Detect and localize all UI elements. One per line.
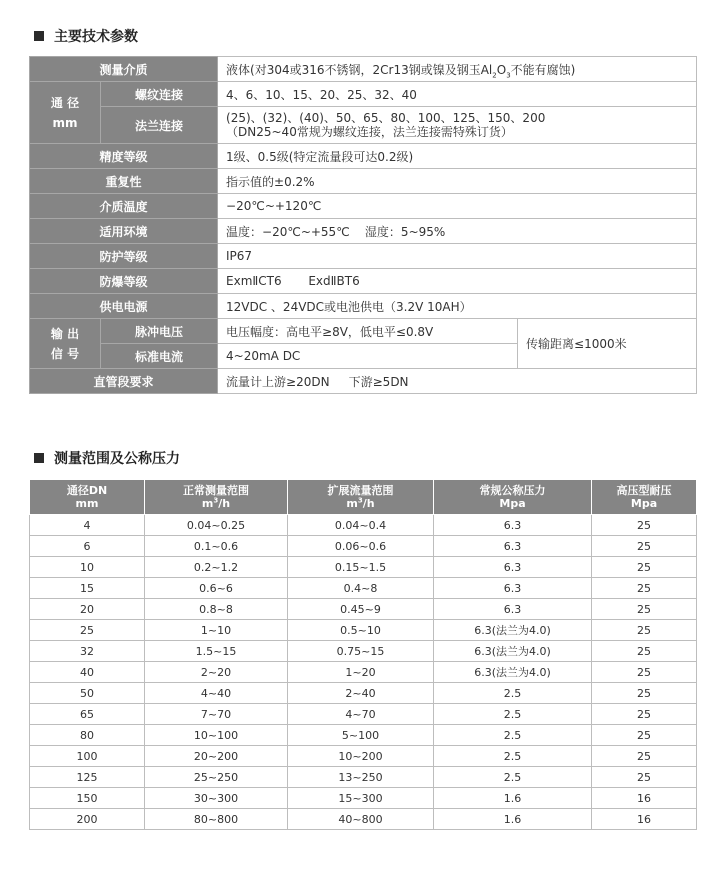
label-output: 输 出 信 号 — [30, 319, 101, 369]
cell-nominal-pressure: 6.3(法兰为4.0) — [434, 620, 592, 641]
section-title-specs — [34, 26, 138, 46]
cell-nominal-pressure: 6.3 — [434, 578, 592, 599]
value-current: 4~20mA DC — [218, 344, 518, 369]
cell-high-pressure: 25 — [592, 557, 697, 578]
table-row — [30, 641, 697, 662]
cell-high-pressure: 25 — [592, 641, 697, 662]
label-environment: 适用环境 — [30, 219, 218, 244]
label-straight-pipe: 直管段要求 — [30, 369, 218, 394]
cell-nominal-pressure: 6.3(法兰为4.0) — [434, 662, 592, 683]
cell-extended-range: 4~70 — [288, 704, 434, 725]
cell-normal-range: 7~70 — [145, 704, 288, 725]
cell-nominal-pressure: 2.5 — [434, 767, 592, 788]
label-thread: 螺纹连接 — [101, 82, 218, 107]
header-dn: 通径DN mm — [30, 480, 145, 515]
cell-extended-range: 40~800 — [288, 809, 434, 830]
value-environment: 温度：−20℃~+55℃ 湿度：5~95% — [218, 219, 697, 244]
value-protection: IP67 — [218, 244, 697, 269]
range-table — [29, 479, 697, 830]
table-row — [30, 599, 697, 620]
label-protection: 防护等级 — [30, 244, 218, 269]
cell-extended-range: 2~40 — [288, 683, 434, 704]
table-row — [30, 746, 697, 767]
value-medium: 液体(对304或316不锈钢，2Cr13钢或镍及钢玉$Al_2O_3$不能有腐蚀) — [218, 57, 697, 82]
cell-nominal-pressure: 6.3 — [434, 599, 592, 620]
label-repeatability: 重复性 — [30, 169, 218, 194]
cell-high-pressure: 16 — [592, 809, 697, 830]
value-straight-pipe: 流量计上游≥20DN 下游≥5DN — [218, 369, 697, 394]
cell-normal-range: 80~800 — [145, 809, 288, 830]
cell-dn: 40 — [30, 662, 145, 683]
label-power: 供电电源 — [30, 294, 218, 319]
table-row — [30, 725, 697, 746]
section-title-range — [34, 448, 180, 468]
value-repeatability: 指示值的±0.2% — [218, 169, 697, 194]
label-diameter: 通 径 mm — [30, 82, 101, 144]
cell-dn: 20 — [30, 599, 145, 620]
label-medium: 测量介质 — [30, 57, 218, 82]
cell-nominal-pressure: 1.6 — [434, 809, 592, 830]
cell-dn: 65 — [30, 704, 145, 725]
label-accuracy: 精度等级 — [30, 144, 218, 169]
table-row — [30, 767, 697, 788]
table-row — [30, 620, 697, 641]
table-row — [30, 536, 697, 557]
cell-extended-range: 5~100 — [288, 725, 434, 746]
header-high-pressure: 高压型耐压 Mpa — [592, 480, 697, 515]
label-current: 标准电流 — [101, 344, 218, 369]
cell-high-pressure: 25 — [592, 599, 697, 620]
cell-high-pressure: 25 — [592, 746, 697, 767]
cell-high-pressure: 25 — [592, 767, 697, 788]
table-row — [30, 809, 697, 830]
cell-extended-range: 0.06~0.6 — [288, 536, 434, 557]
cell-normal-range: 4~40 — [145, 683, 288, 704]
label-explosion: 防爆等级 — [30, 269, 218, 294]
cell-normal-range: 1.5~15 — [145, 641, 288, 662]
range-table-body — [30, 515, 697, 830]
table-row — [30, 662, 697, 683]
cell-normal-range: 0.8~8 — [145, 599, 288, 620]
spec-table — [29, 56, 697, 394]
cell-normal-range: 1~10 — [145, 620, 288, 641]
cell-nominal-pressure: 6.3 — [434, 515, 592, 536]
cell-dn: 200 — [30, 809, 145, 830]
square-bullet-icon — [34, 453, 44, 463]
cell-dn: 125 — [30, 767, 145, 788]
table-header-row — [30, 480, 697, 515]
table-row — [30, 244, 697, 269]
header-normal-range: 正常测量范围 $m^3/h$ — [145, 480, 288, 515]
label-medium-temp: 介质温度 — [30, 194, 218, 219]
cell-high-pressure: 25 — [592, 515, 697, 536]
cell-high-pressure: 25 — [592, 578, 697, 599]
table-row — [30, 294, 697, 319]
value-flange: (25)、(32)、(40)、50、65、80、100、125、150、200 （DN25~40常规为螺纹连接，法兰连接需特殊订货） — [218, 107, 697, 144]
section-title-text: 主要技术参数 — [54, 29, 138, 45]
header-extended-range: 扩展流量范围 $m^3/h$ — [288, 480, 434, 515]
table-row — [30, 269, 697, 294]
cell-extended-range: 13~250 — [288, 767, 434, 788]
value-accuracy: 1级、0.5级(特定流量段可达0.2级) — [218, 144, 697, 169]
cell-extended-range: 0.5~10 — [288, 620, 434, 641]
cell-extended-range: 1~20 — [288, 662, 434, 683]
cell-high-pressure: 25 — [592, 662, 697, 683]
cell-nominal-pressure: 1.6 — [434, 788, 592, 809]
cell-nominal-pressure: 6.3 — [434, 557, 592, 578]
cell-normal-range: 0.6~6 — [145, 578, 288, 599]
cell-extended-range: 0.75~15 — [288, 641, 434, 662]
cell-extended-range: 0.4~8 — [288, 578, 434, 599]
table-row — [30, 557, 697, 578]
cell-normal-range: 0.04~0.25 — [145, 515, 288, 536]
cell-dn: 80 — [30, 725, 145, 746]
table-row — [30, 369, 697, 394]
cell-normal-range: 20~200 — [145, 746, 288, 767]
value-explosion: ExmⅡCT6 ExdⅡBT6 — [218, 269, 697, 294]
cell-dn: 10 — [30, 557, 145, 578]
cell-nominal-pressure: 6.3(法兰为4.0) — [434, 641, 592, 662]
cell-nominal-pressure: 2.5 — [434, 704, 592, 725]
table-row — [30, 82, 697, 107]
cell-normal-range: 30~300 — [145, 788, 288, 809]
cell-extended-range: 0.15~1.5 — [288, 557, 434, 578]
cell-extended-range: 10~200 — [288, 746, 434, 767]
table-row — [30, 515, 697, 536]
cell-normal-range: 10~100 — [145, 725, 288, 746]
cell-dn: 4 — [30, 515, 145, 536]
table-row — [30, 704, 697, 725]
cell-nominal-pressure: 6.3 — [434, 536, 592, 557]
value-thread: 4、6、10、15、20、25、32、40 — [218, 82, 697, 107]
table-row — [30, 169, 697, 194]
value-medium-temp: −20℃~+120℃ — [218, 194, 697, 219]
square-bullet-icon — [34, 31, 44, 41]
cell-dn: 32 — [30, 641, 145, 662]
table-row — [30, 578, 697, 599]
cell-high-pressure: 25 — [592, 536, 697, 557]
cell-extended-range: 0.45~9 — [288, 599, 434, 620]
cell-normal-range: 0.1~0.6 — [145, 536, 288, 557]
cell-high-pressure: 25 — [592, 704, 697, 725]
table-row — [30, 107, 697, 144]
table-row — [30, 219, 697, 244]
cell-normal-range: 0.2~1.2 — [145, 557, 288, 578]
value-power: 12VDC 、24VDC或电池供电（3.2V 10AH） — [218, 294, 697, 319]
cell-normal-range: 2~20 — [145, 662, 288, 683]
table-row — [30, 144, 697, 169]
cell-dn: 15 — [30, 578, 145, 599]
cell-dn: 25 — [30, 620, 145, 641]
cell-dn: 100 — [30, 746, 145, 767]
header-nominal-pressure: 常规公称压力 Mpa — [434, 480, 592, 515]
cell-high-pressure: 25 — [592, 620, 697, 641]
cell-extended-range: 15~300 — [288, 788, 434, 809]
table-row — [30, 57, 697, 82]
table-row — [30, 788, 697, 809]
cell-high-pressure: 25 — [592, 725, 697, 746]
cell-nominal-pressure: 2.5 — [434, 683, 592, 704]
value-transmission: 传输距离≤1000米 — [518, 319, 697, 369]
cell-dn: 50 — [30, 683, 145, 704]
label-flange: 法兰连接 — [101, 107, 218, 144]
cell-nominal-pressure: 2.5 — [434, 746, 592, 767]
cell-extended-range: 0.04~0.4 — [288, 515, 434, 536]
table-row — [30, 683, 697, 704]
table-row — [30, 319, 697, 344]
cell-high-pressure: 25 — [592, 683, 697, 704]
cell-nominal-pressure: 2.5 — [434, 725, 592, 746]
cell-dn: 150 — [30, 788, 145, 809]
cell-high-pressure: 16 — [592, 788, 697, 809]
label-pulse: 脉冲电压 — [101, 319, 218, 344]
cell-dn: 6 — [30, 536, 145, 557]
cell-normal-range: 25~250 — [145, 767, 288, 788]
table-row — [30, 194, 697, 219]
section-title-text: 测量范围及公称压力 — [54, 451, 180, 467]
value-pulse: 电压幅度：高电平≥8V，低电平≤0.8V — [218, 319, 518, 344]
